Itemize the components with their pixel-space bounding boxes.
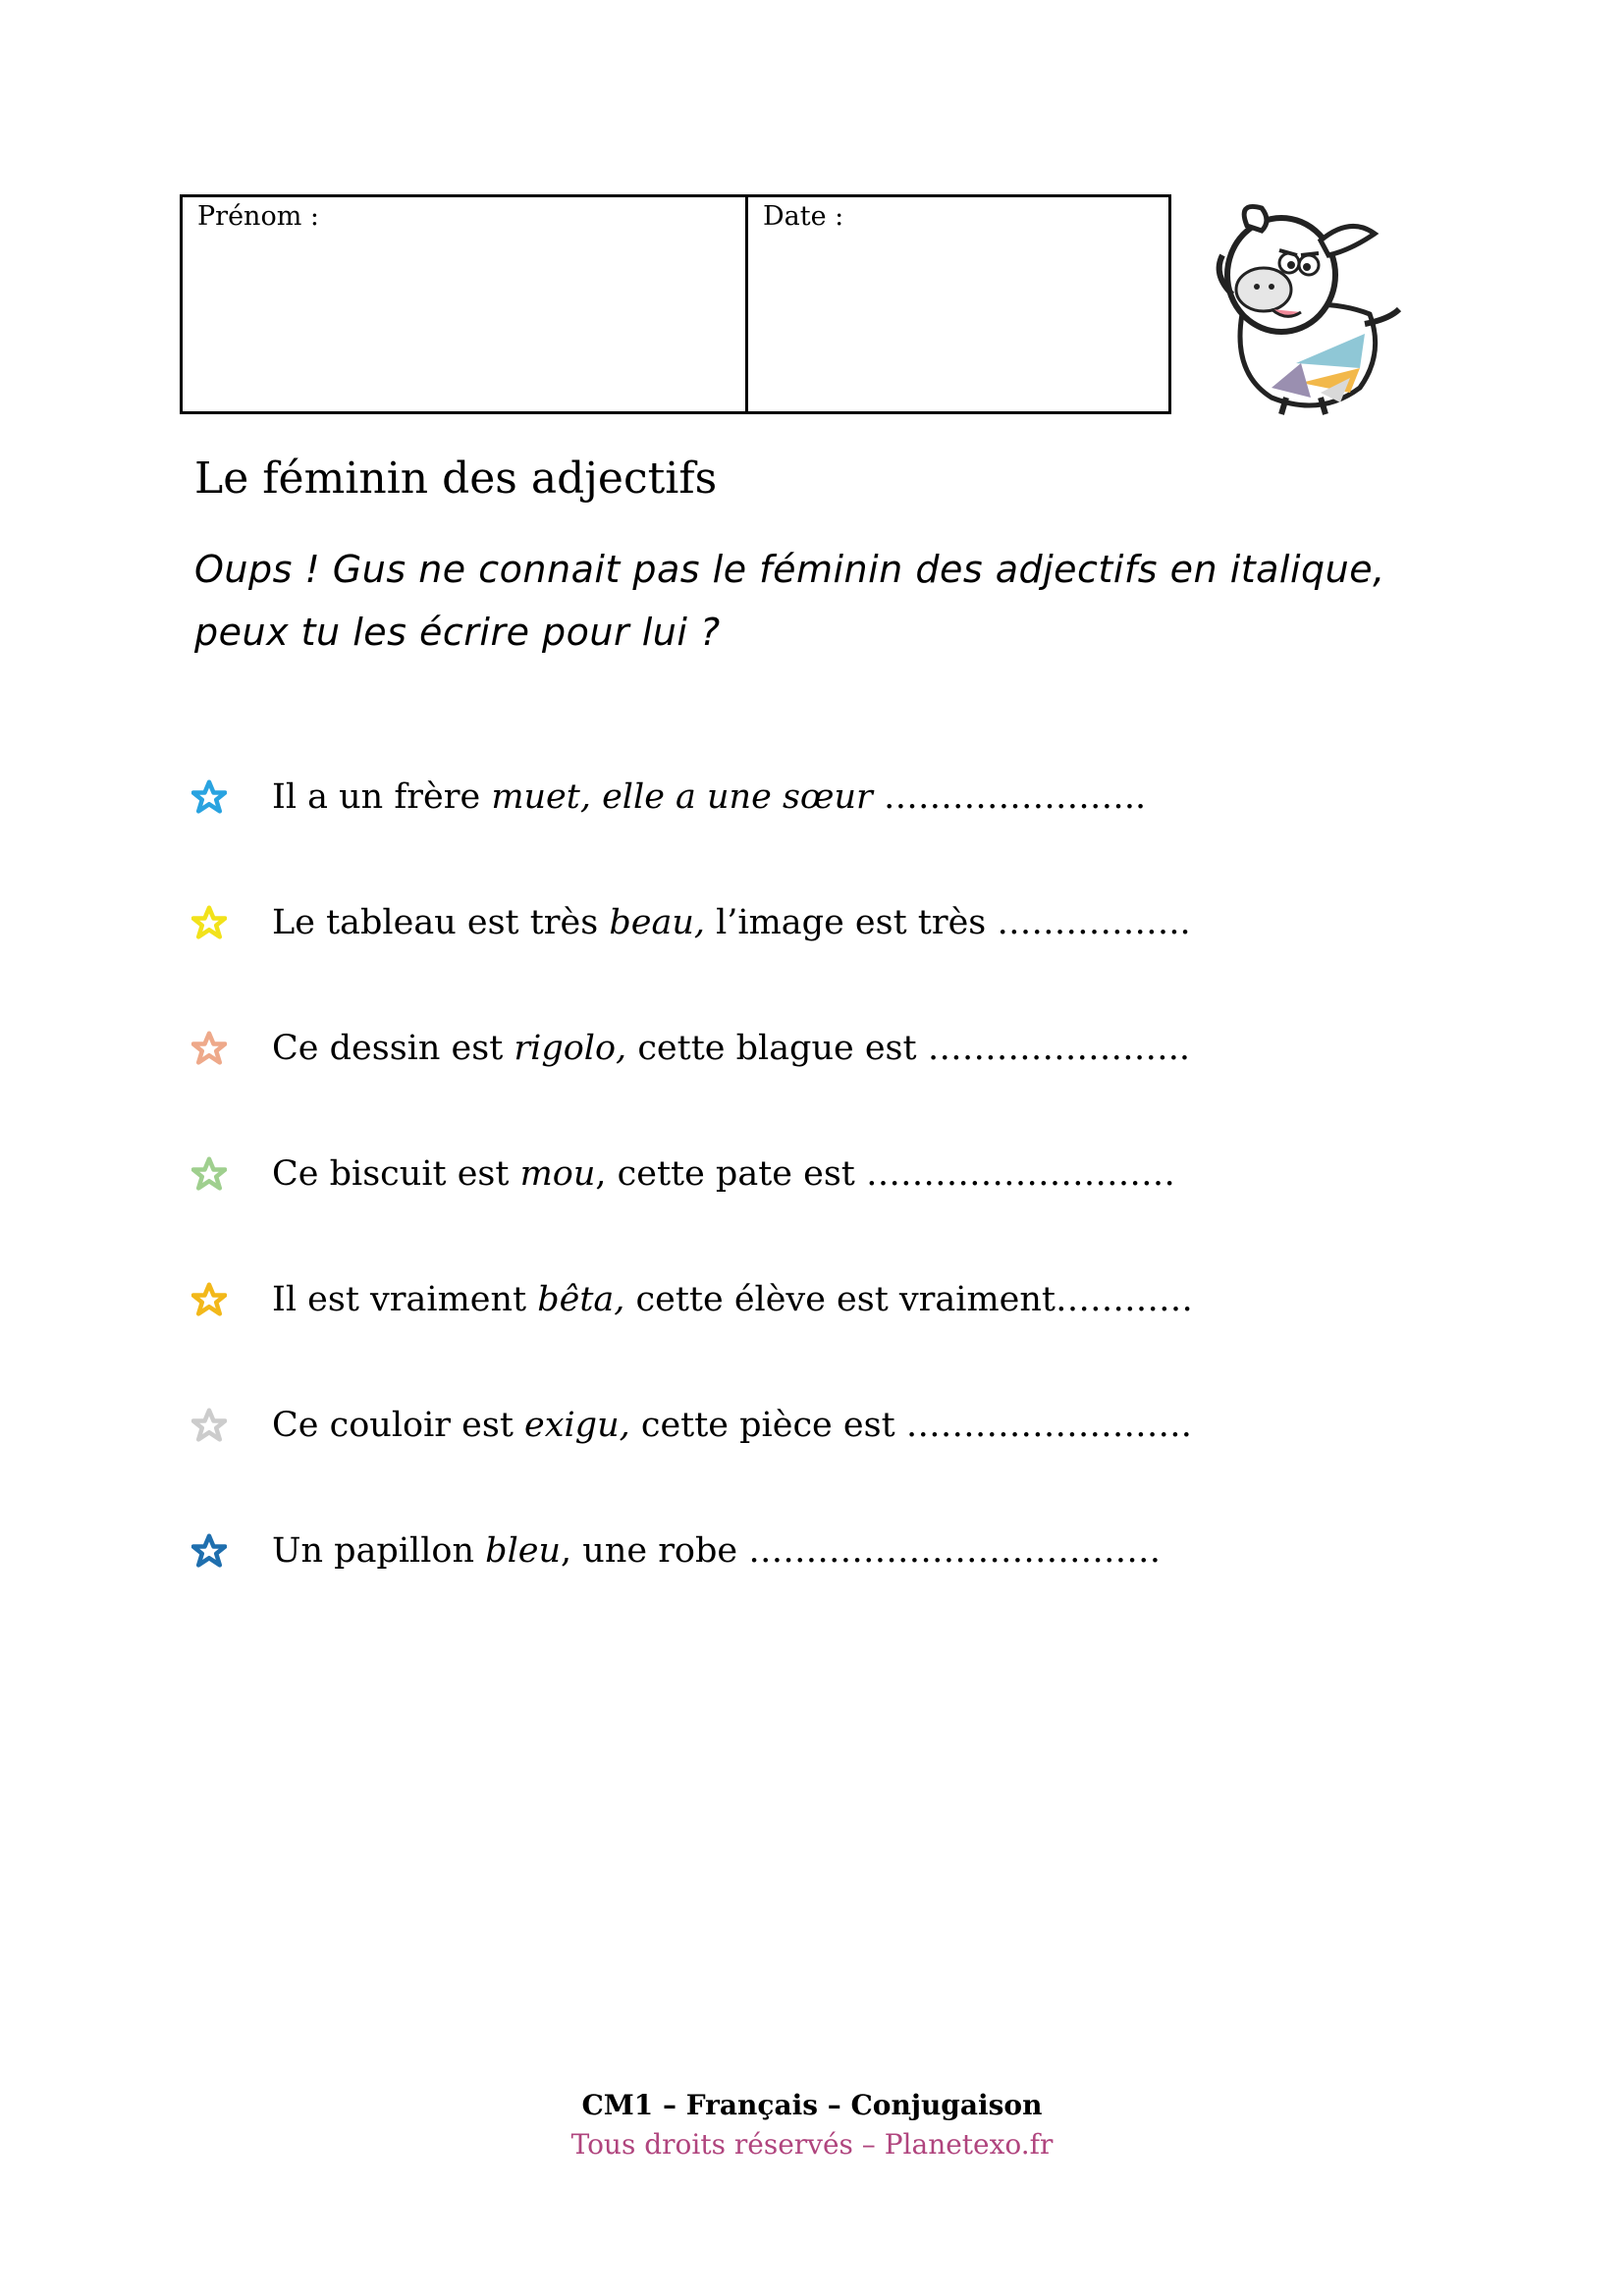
- exercise-item: [191, 1523, 1161, 1578]
- sentence-part: Il est vraiment: [272, 1280, 538, 1319]
- exercise-sentence: [272, 903, 1191, 942]
- star-icon: [191, 779, 227, 815]
- sentence-part: cette élève est vraiment…………: [624, 1280, 1193, 1319]
- star-icon: [191, 1031, 227, 1066]
- adjective-italic: exigu,: [524, 1406, 630, 1445]
- star-icon: [191, 1282, 227, 1317]
- adjective-italic: bleu: [485, 1531, 562, 1571]
- star-icon: [191, 1156, 227, 1192]
- sentence-part: , une robe ………………………………: [561, 1531, 1162, 1571]
- sentence-part: , cette pate est ………………………: [595, 1154, 1175, 1194]
- footer-copyright: Tous droits réservés – Planetexo.fr: [570, 2128, 1054, 2161]
- adjective-italic: bêta,: [537, 1280, 625, 1319]
- adjective-italic: beau,: [609, 903, 705, 942]
- exercise-item: [191, 895, 1191, 950]
- header-table: [180, 194, 1171, 414]
- star-icon: [191, 905, 227, 940]
- sentence-part: cette pièce est …………………….: [629, 1406, 1192, 1445]
- exercise-item: [191, 1272, 1193, 1327]
- sentence-part: Le tableau est très: [272, 903, 610, 942]
- exercise-sentence: [272, 1531, 1161, 1571]
- exercise-sentence: [272, 777, 1146, 817]
- exercise-item: [191, 1021, 1190, 1076]
- exercise-item: [191, 1147, 1175, 1201]
- sentence-part: l’image est très ……………..: [704, 903, 1191, 942]
- sentence-part: Ce couloir est: [272, 1406, 525, 1445]
- exercise-sentence: [272, 1280, 1193, 1319]
- name-label: Prénom :: [197, 201, 319, 232]
- sentence-part: cette blague est …………………..: [626, 1029, 1190, 1068]
- sentence-part: Il a un frère: [272, 777, 492, 817]
- star-icon: [191, 1408, 227, 1443]
- date-label: Date :: [763, 201, 844, 232]
- exercise-sentence: [272, 1154, 1175, 1194]
- exercise-item: [191, 1398, 1192, 1453]
- mascot-sheep-illustration: [1203, 196, 1414, 417]
- instruction-text: Oups ! Gus ne connait pas le féminin des adjectifs en italique, peux tu les écrire pour lui ?: [194, 548, 1385, 654]
- sentence-part: Un papillon: [272, 1531, 486, 1571]
- adjective-italic: muet, elle a une sœur: [491, 777, 873, 817]
- sentence-part: Ce dessin est: [272, 1029, 514, 1068]
- adjective-italic: rigolo,: [514, 1029, 627, 1068]
- exercise-sentence: [272, 1406, 1192, 1445]
- sentence-part: Ce biscuit est: [272, 1154, 520, 1194]
- footer-subject: CM1 – Français – Conjugaison: [581, 2089, 1043, 2121]
- star-icon: [191, 1533, 227, 1569]
- date-field[interactable]: [748, 197, 1168, 411]
- sentence-part: …………………..: [872, 777, 1147, 817]
- page-title: Le féminin des adjectifs: [194, 454, 718, 504]
- name-field[interactable]: [183, 197, 748, 411]
- exercise-item: [191, 770, 1146, 825]
- adjective-italic: mou: [519, 1154, 596, 1194]
- exercise-sentence: [272, 1029, 1190, 1068]
